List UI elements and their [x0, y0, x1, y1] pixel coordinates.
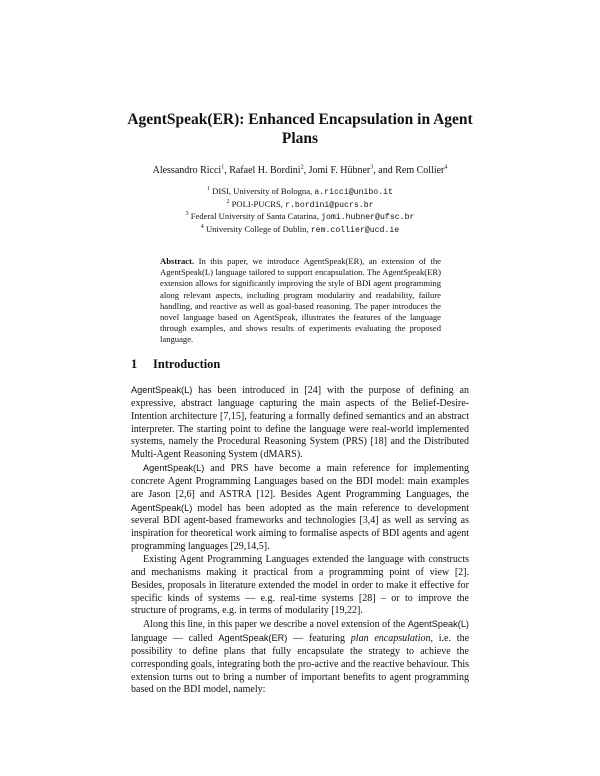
paragraph: Along this line, in this paper we describe a novel extension of the AgentSpeak(L) language — called AgentSpeak(ER) — featuring plan encapsulation, i.e. the possibility to define plans that fully encapsulate the strategy to achieve the corresponding goals, integrating both the pro-active and the reactive behaviour. This extension turns out to bring a number of important benefits to agent programming based on the BDI model, namely:: [131, 619, 470, 696]
section-heading: [131, 357, 220, 372]
abstract-label: Abstract.: [160, 256, 195, 266]
affiliation: $^3$ Federal University of Santa Catarina, jomi.hubner@ufsc.br: [185, 211, 415, 222]
author-email: rem.collier@ucd.ie: [310, 225, 400, 235]
section-number: 1: [131, 357, 138, 371]
author: Rem Collier$^4$: [395, 164, 448, 176]
author: Jomi F. Hübner$^3$, and: [308, 164, 396, 176]
affiliation: $^1$ DISI, University of Bologna, a.ricci@unibo.it: [207, 186, 393, 197]
abstract: [160, 256, 441, 346]
author-email: jomi.hubner@ufsc.br: [321, 213, 415, 222]
section-title: Introduction: [153, 357, 221, 371]
author-email: r.bordini@pucrs.br: [285, 200, 374, 210]
paragraph: AgentSpeak(L) and PRS have become a main reference for implementing concrete Agent Programming Languages based on the BDI model: main examples are Jason [2,6] and ASTRA [12]. Besides Agent Programming Languages, the AgentSpeak(L) model has been adopted as the main reference to development several BDI agent-based frameworks and technologies [3,4] as well as serving as inspiration for theoretical work aiming to formalise aspects of BDI agents and agent programming languages [29,14,5].: [131, 463, 469, 553]
affiliation: $^4$ University College of Dublin, rem.collier@ucd.ie: [200, 223, 400, 235]
author-email: a.ricci@unibo.it: [314, 188, 393, 197]
section-body: [131, 384, 469, 697]
author-list: [90, 164, 510, 177]
abstract-text: In this paper, we introduce AgentSpeak(ER), an extension of the AgentSpeak(L) language tailored to support encapsulation. The AgentSpeak(ER) extension allows for significantly improving the style of BDI agent programming along relevant aspects, including program modularity and readability, failure handling, and reactive as well as goal-based reasoning. The paper introduces the novel language based on AgentSpeak, illustrates the features of the language through examples, and shows results of experiments evaluating the proposed language.: [160, 256, 441, 345]
affiliation-list: [90, 186, 510, 236]
paragraph: AgentSpeak(L) has been introduced in [24] with the purpose of defining an expressive, abstract language capturing the main aspects of the Belief-Desire-Intention architecture [7,15], featuring a formally defined semantics and an abstract interpreter. The starting point to define the language were real-world implemented systems, namely the Procedural Reasoning System (PRS) [18] and the Distributed Multi-Agent Reasoning System (dMARS).: [131, 385, 469, 461]
paper-title: AgentSpeak(ER): Enhanced Encapsulation in Agent Plans: [127, 111, 473, 147]
author: Alessandro Ricci$^1$,: [152, 164, 230, 176]
author: Rafael H. Bordini$^2$,: [229, 164, 309, 176]
affiliation: $^2$ POLI-PUCRS, r.bordini@pucrs.br: [226, 198, 374, 210]
paragraph: Existing Agent Programming Languages extended the language with constructs and mechanisms making it practical from a programming point of view [2]. Besides, proposals in literature extended the model in order to make it effective for specific kinds of systems — e.g. real-time systems [28] – or to improve the structure of programs, e.g. in terms of modularity [19,22].: [131, 553, 469, 617]
